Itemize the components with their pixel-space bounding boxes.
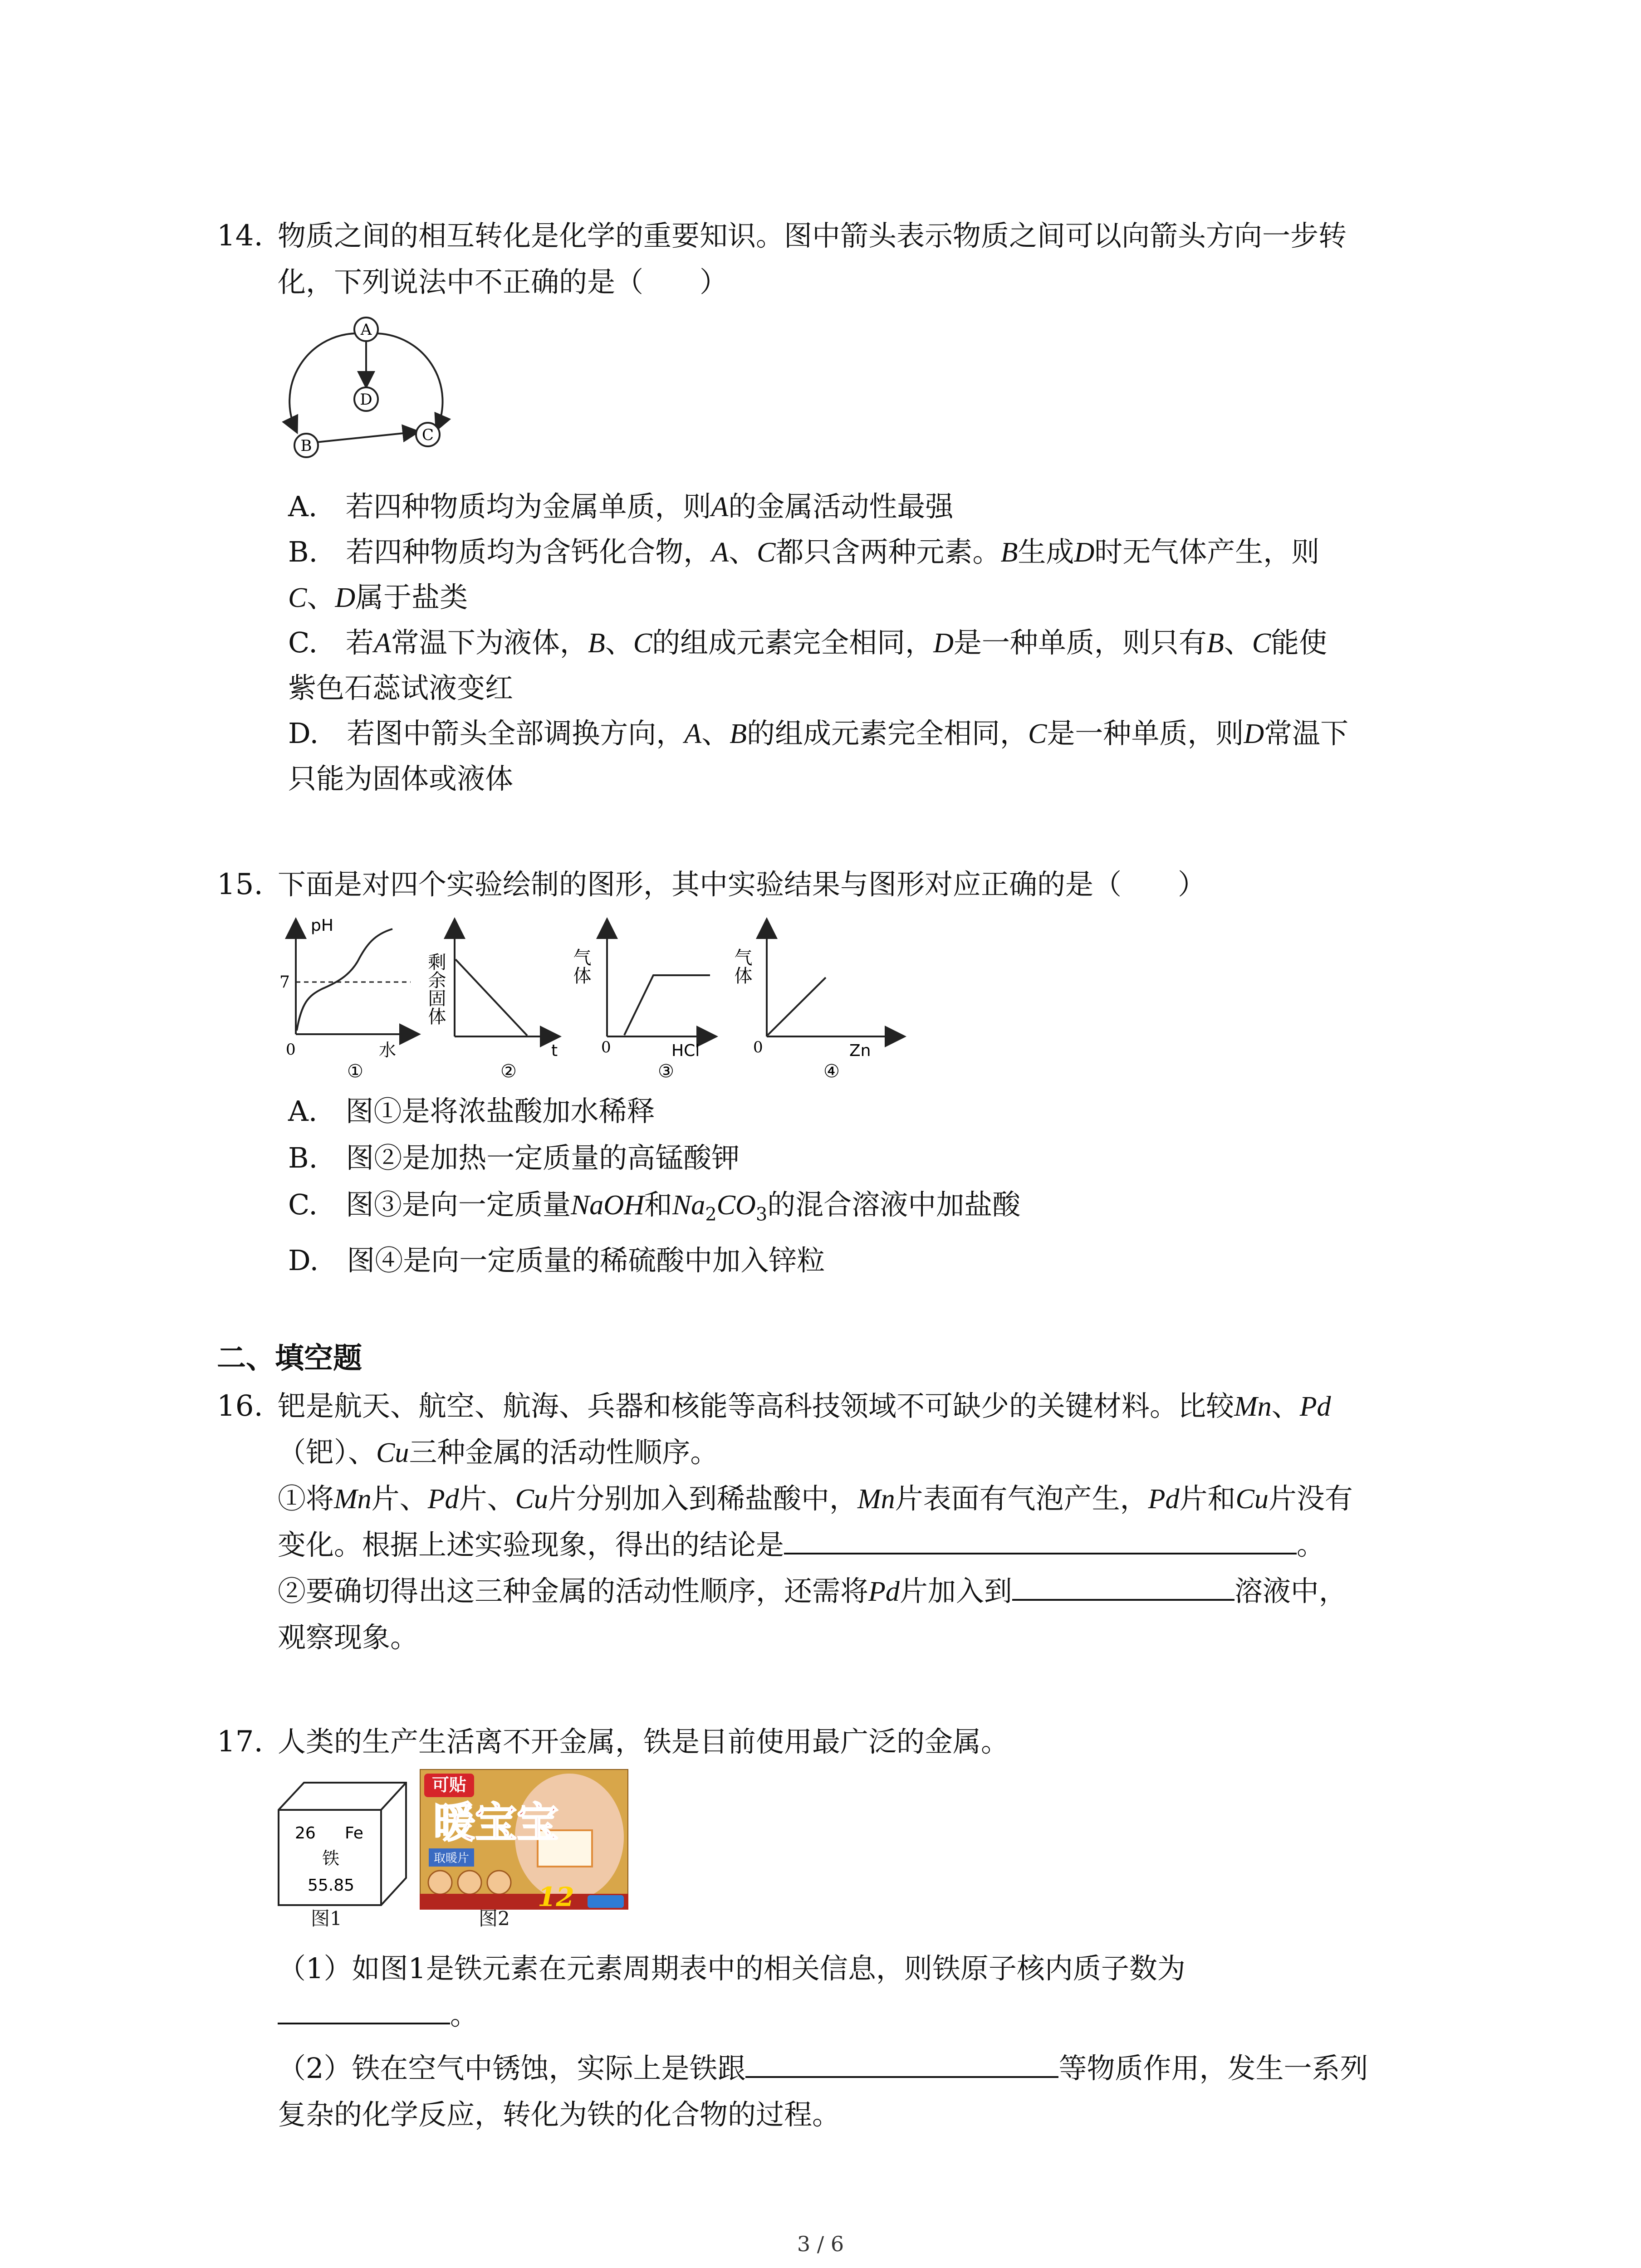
svg-text:0: 0 [753,1038,763,1056]
svg-text:12: 12 [538,1882,574,1910]
q16-line3: ①将Mn片、Pd片、Cu片分别加入到稀盐酸中，Mn片表面有气泡产生，Pd片和Cu片没有 [278,1482,1353,1515]
q17-sub1-line1: （1）如图1是铁元素在元素周期表中的相关信息，则铁原子核内质子数为 [278,1952,1185,1985]
q14-number: 14. [217,219,263,253]
iron-element-card [277,1769,413,1923]
svg-text:pH: pH [311,916,333,935]
svg-text:Fe: Fe [345,1824,363,1843]
hand-warmer-product-image [420,1769,628,1910]
svg-text:HCl: HCl [671,1041,700,1060]
q16-number: 16. [217,1389,263,1423]
svg-text:水: 水 [379,1040,397,1060]
q16-line4: 变化。根据上述实验现象，得出的结论是 。 [278,1522,1325,1568]
q17-number: 17. [217,1725,263,1759]
q14-option-c: C. 若A常温下为液体，B、C的组成元素完全相同，D是一种单质，则只有B、C能使 [288,626,1327,659]
svg-text:③: ③ [658,1061,674,1082]
q15-option-c: C. 图③是向一定质量NaOH和$Na_2CO_3$的混合溶液中加盐酸 [288,1188,1021,1225]
q14-option-d-line2: 只能为固体或液体 [288,762,514,795]
section-heading: 二、填空题 [217,1342,362,1375]
svg-text:气体: 气体 [731,948,752,984]
node-d-label: D [360,391,372,409]
graph-2 [425,921,558,1082]
q15-stem: 下面是对四个实验绘制的图形，其中实验结果与图形对应正确的是（ ） [278,868,1206,901]
svg-text:可贴: 可贴 [431,1774,467,1795]
q14-stem-line2: 化，下列说法中不正确的是（ ） [278,265,728,298]
q16-answer-blank-2[interactable] [1012,1571,1234,1601]
q14-option-a: A. 若四种物质均为金属单质，则A的金属活动性最强 [288,490,954,523]
q16-line1: 钯是航天、航空、航海、兵器和核能等高科技领域不可缺少的关键材料。比较Mn、Pd [278,1389,1331,1422]
node-a-label: A [360,321,372,339]
svg-text:①: ① [347,1061,363,1082]
svg-text:②: ② [500,1061,517,1082]
svg-text:气体: 气体 [570,948,591,984]
q14-option-d: D. 若图中箭头全部调换方向，A、B的组成元素完全相同，C是一种单质，则D常温下 [288,717,1349,750]
fig2-caption: 图2 [479,1907,510,1930]
q17-answer-blank-1[interactable] [278,1994,450,2024]
svg-text:26: 26 [295,1824,316,1843]
svg-text:取暖片: 取暖片 [433,1852,470,1865]
q16-answer-blank-1[interactable] [784,1525,1297,1554]
q16-line5: ②要确切得出这三种金属的活动性顺序，还需将Pd片加入到 溶液中， [278,1569,1347,1614]
node-c-label: C [421,426,434,444]
q14-option-c-line2: 紫色石蕊试液变红 [288,671,514,704]
svg-text:7: 7 [279,973,290,992]
svg-text:Zn: Zn [849,1041,871,1060]
q17-sub2-line2: 复杂的化学反应，转化为铁的化合物的过程。 [278,2098,841,2131]
q14-stem-line1: 物质之间的相互转化是化学的重要知识。图中箭头表示物质之间可以向箭头方向一步转 [278,219,1347,252]
q14-conversion-diagram [279,313,451,463]
fig1-caption: 图1 [311,1907,342,1930]
svg-text:④: ④ [823,1061,840,1082]
q15-option-a: A. 图①是将浓盐酸加水稀释 [288,1095,655,1128]
q16-line6: 观察现象。 [278,1621,419,1654]
svg-text:0: 0 [286,1041,296,1059]
page-number: 3 / 6 [797,2232,844,2256]
svg-text:55.85: 55.85 [308,1876,355,1895]
svg-text:t: t [551,1041,558,1060]
q14-option-b-line2: C、D属于盐类 [288,581,468,614]
q14-option-b: B. 若四种物质均为含钙化合物，A、C都只含两种元素。B生成D时无气体产生，则 [288,535,1320,568]
q17-sub2-line1: （2）铁在空气中锈蚀，实际上是铁跟 等物质作用，发生一系列 [278,2046,1368,2091]
svg-text:0: 0 [601,1038,611,1056]
q15-graphs [277,912,912,1084]
q15-option-b: B. 图②是加热一定质量的高锰酸钾 [288,1141,740,1174]
node-b-label: B [300,437,312,455]
q15-option-d: D. 图④是向一定质量的稀硫酸中加入锌粒 [288,1244,825,1277]
graph-4 [731,921,903,1082]
svg-text:剩余固体: 剩余固体 [425,953,446,1025]
svg-text:铁: 铁 [322,1848,340,1868]
q16-line2: （钯）、Cu三种金属的活动性顺序。 [278,1436,719,1469]
q17-sub1-line2: 。 [278,1992,478,2038]
graph-1 [279,916,417,1082]
q17-stem: 人类的生产生活离不开金属，铁是目前使用最广泛的金属。 [278,1725,1009,1758]
svg-text:暖宝宝: 暖宝宝 [433,1798,559,1847]
q17-answer-blank-2[interactable] [745,2048,1058,2078]
q15-number: 15. [217,868,263,901]
graph-3 [570,921,715,1082]
